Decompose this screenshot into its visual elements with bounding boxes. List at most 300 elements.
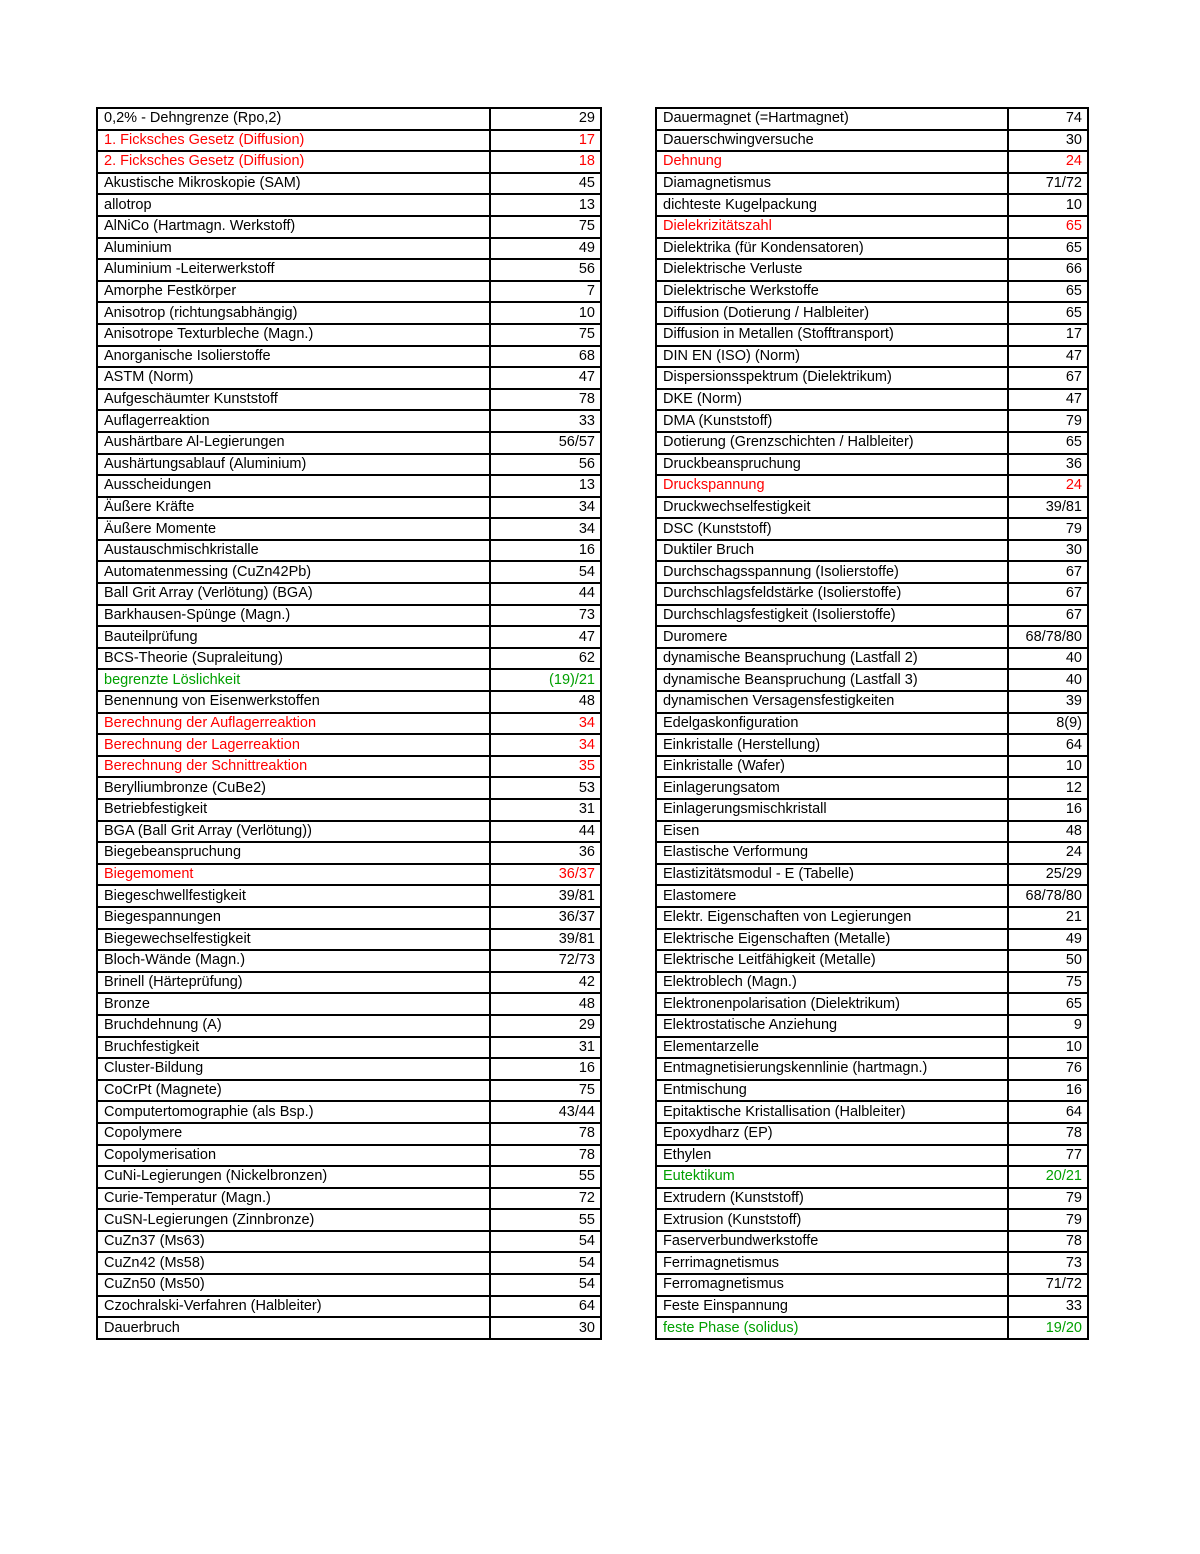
index-page-number: 54 <box>490 561 601 583</box>
index-page-number: 47 <box>490 626 601 648</box>
index-term: Biegemoment <box>97 864 490 886</box>
index-row <box>656 1188 1088 1210</box>
index-row <box>656 346 1088 368</box>
index-row <box>97 281 601 303</box>
index-page-number: 36 <box>1008 454 1088 476</box>
index-page-number: 36/37 <box>490 864 601 886</box>
index-term: Czochralski-Verfahren (Halbleiter) <box>97 1296 490 1318</box>
index-page-number: 25/29 <box>1008 864 1088 886</box>
index-row <box>97 972 601 994</box>
index-row <box>97 691 601 713</box>
index-term: Dielektrische Verluste <box>656 259 1008 281</box>
index-term: Aluminium -Leiterwerkstoff <box>97 259 490 281</box>
index-term: DMA (Kunststoff) <box>656 410 1008 432</box>
index-term: Einkristalle (Herstellung) <box>656 734 1008 756</box>
index-term: Ausscheidungen <box>97 475 490 497</box>
index-term: Duktiler Bruch <box>656 540 1008 562</box>
index-page-number: 17 <box>490 130 601 152</box>
index-page-number: 67 <box>1008 605 1088 627</box>
index-term: Ferromagnetismus <box>656 1274 1008 1296</box>
index-page-number: 13 <box>490 194 601 216</box>
index-term: Curie-Temperatur (Magn.) <box>97 1188 490 1210</box>
index-term: Berechnung der Schnittreaktion <box>97 756 490 778</box>
index-term: CoCrPt (Magnete) <box>97 1080 490 1102</box>
index-term: Bruchfestigkeit <box>97 1037 490 1059</box>
index-row <box>656 1252 1088 1274</box>
index-row <box>656 691 1088 713</box>
index-row <box>97 302 601 324</box>
index-term: CuZn37 (Ms63) <box>97 1231 490 1253</box>
index-page-number: 75 <box>490 216 601 238</box>
index-term: Biegeschwellfestigkeit <box>97 885 490 907</box>
index-term: dichteste Kugelpackung <box>656 194 1008 216</box>
index-row <box>97 799 601 821</box>
index-page-number: 44 <box>490 821 601 843</box>
index-page-number: 71/72 <box>1008 173 1088 195</box>
index-term: Dotierung (Grenzschichten / Halbleiter) <box>656 432 1008 454</box>
index-term: DIN EN (ISO) (Norm) <box>656 346 1008 368</box>
index-page-number: 72/73 <box>490 950 601 972</box>
index-row <box>656 1296 1088 1318</box>
index-page-number: 36/37 <box>490 907 601 929</box>
index-page-number: 56 <box>490 454 601 476</box>
index-page-number: 40 <box>1008 648 1088 670</box>
index-page-number: 24 <box>1008 842 1088 864</box>
index-page-number: 31 <box>490 1037 601 1059</box>
index-term: Bauteilprüfung <box>97 626 490 648</box>
index-page-number: 12 <box>1008 777 1088 799</box>
index-term: Dauermagnet (=Hartmagnet) <box>656 108 1008 130</box>
index-row <box>656 583 1088 605</box>
index-page-number: 24 <box>1008 151 1088 173</box>
index-row <box>97 173 601 195</box>
index-term: Elektronenpolarisation (Dielektrikum) <box>656 993 1008 1015</box>
index-row <box>97 1015 601 1037</box>
index-row <box>97 238 601 260</box>
index-page-number: 9 <box>1008 1015 1088 1037</box>
index-term: Extrudern (Kunststoff) <box>656 1188 1008 1210</box>
index-row <box>656 130 1088 152</box>
index-term: Automatenmessing (CuZn42Pb) <box>97 561 490 583</box>
index-term: Dielektrische Werkstoffe <box>656 281 1008 303</box>
index-term: Copolymerisation <box>97 1145 490 1167</box>
index-page-number: 34 <box>490 734 601 756</box>
index-page-number: 75 <box>1008 972 1088 994</box>
index-row <box>97 475 601 497</box>
index-term: Elektroblech (Magn.) <box>656 972 1008 994</box>
index-row <box>656 475 1088 497</box>
index-page-number: 48 <box>490 691 601 713</box>
index-row <box>656 626 1088 648</box>
index-table-right <box>655 107 1089 1340</box>
index-row <box>656 842 1088 864</box>
index-term: Epoxydharz (EP) <box>656 1123 1008 1145</box>
index-page-number: 29 <box>490 108 601 130</box>
index-row <box>97 1209 601 1231</box>
index-row <box>656 734 1088 756</box>
index-page-number: 39/81 <box>490 929 601 951</box>
index-row <box>97 432 601 454</box>
index-term: 1. Ficksches Gesetz (Diffusion) <box>97 130 490 152</box>
index-row <box>656 864 1088 886</box>
index-page-number: 73 <box>1008 1252 1088 1274</box>
index-row <box>656 605 1088 627</box>
index-page-number: 78 <box>1008 1123 1088 1145</box>
index-page-number: 47 <box>1008 389 1088 411</box>
index-term: begrenzte Löslichkeit <box>97 669 490 691</box>
index-term: Dispersionsspektrum (Dielektrikum) <box>656 367 1008 389</box>
index-term: Eutektikum <box>656 1166 1008 1188</box>
index-term: Biegespannungen <box>97 907 490 929</box>
index-page-number: 33 <box>1008 1296 1088 1318</box>
index-page-number: 50 <box>1008 950 1088 972</box>
index-term: Aufgeschäumter Kunststoff <box>97 389 490 411</box>
index-row <box>97 389 601 411</box>
index-term: Dauerbruch <box>97 1317 490 1339</box>
index-row <box>97 1166 601 1188</box>
index-term: Feste Einspannung <box>656 1296 1008 1318</box>
index-page-number: 30 <box>1008 130 1088 152</box>
index-page-number: 39/81 <box>490 885 601 907</box>
index-page-number: 34 <box>490 518 601 540</box>
index-row <box>97 713 601 735</box>
index-row <box>656 821 1088 843</box>
index-row <box>97 648 601 670</box>
index-term: 0,2% - Dehngrenze (Rpo,2) <box>97 108 490 130</box>
index-row <box>97 259 601 281</box>
index-term: Brinell (Härteprüfung) <box>97 972 490 994</box>
index-term: ASTM (Norm) <box>97 367 490 389</box>
index-term: Auflagerreaktion <box>97 410 490 432</box>
index-term: Durchschagsspannung (Isolierstoffe) <box>656 561 1008 583</box>
index-page-number: 16 <box>1008 1080 1088 1102</box>
index-term: Akustische Mikroskopie (SAM) <box>97 173 490 195</box>
index-page-number: 68/78/80 <box>1008 885 1088 907</box>
index-row <box>656 151 1088 173</box>
index-row <box>97 929 601 951</box>
index-row <box>97 194 601 216</box>
index-row <box>656 669 1088 691</box>
index-page-number: 20/21 <box>1008 1166 1088 1188</box>
index-term: dynamischen Versagensfestigkeiten <box>656 691 1008 713</box>
index-page-number: 76 <box>1008 1058 1088 1080</box>
index-term: BCS-Theorie (Supraleitung) <box>97 648 490 670</box>
index-row <box>656 561 1088 583</box>
index-row <box>656 194 1088 216</box>
index-row <box>656 1209 1088 1231</box>
index-term: Dauerschwingversuche <box>656 130 1008 152</box>
index-page-number: 64 <box>1008 734 1088 756</box>
index-row <box>656 1123 1088 1145</box>
index-row <box>656 799 1088 821</box>
index-row <box>97 885 601 907</box>
index-term: Bronze <box>97 993 490 1015</box>
index-row <box>656 410 1088 432</box>
index-page-number: 56 <box>490 259 601 281</box>
index-table-left-body <box>97 108 601 1339</box>
index-term: Durchschlagsfeldstärke (Isolierstoffe) <box>656 583 1008 605</box>
index-page-number: 21 <box>1008 907 1088 929</box>
index-page-number: 64 <box>490 1296 601 1318</box>
index-page-number: 79 <box>1008 1188 1088 1210</box>
index-term: Austauschmischkristalle <box>97 540 490 562</box>
index-page-number: 54 <box>490 1252 601 1274</box>
index-term: Äußere Momente <box>97 518 490 540</box>
index-row <box>656 756 1088 778</box>
index-page-number: 75 <box>490 1080 601 1102</box>
index-page-number: 74 <box>1008 108 1088 130</box>
index-term: Aluminium <box>97 238 490 260</box>
index-page-number: 40 <box>1008 669 1088 691</box>
index-term: Epitaktische Kristallisation (Halbleiter) <box>656 1101 1008 1123</box>
index-page-number: 79 <box>1008 518 1088 540</box>
index-row <box>656 302 1088 324</box>
index-term: Computertomographie (als Bsp.) <box>97 1101 490 1123</box>
index-term: Amorphe Festkörper <box>97 281 490 303</box>
index-page-number: 43/44 <box>490 1101 601 1123</box>
index-term: Einlagerungsmischkristall <box>656 799 1008 821</box>
index-row <box>97 993 601 1015</box>
index-term: Anisotrope Texturbleche (Magn.) <box>97 324 490 346</box>
index-page-number: 55 <box>490 1209 601 1231</box>
index-term: Berylliumbronze (CuBe2) <box>97 777 490 799</box>
index-page-number: 68/78/80 <box>1008 626 1088 648</box>
index-row <box>656 713 1088 735</box>
index-term: Dielektrika (für Kondensatoren) <box>656 238 1008 260</box>
index-page-number: 35 <box>490 756 601 778</box>
index-page-number: 75 <box>490 324 601 346</box>
index-row <box>656 108 1088 130</box>
index-page-number: 10 <box>1008 756 1088 778</box>
index-row <box>97 540 601 562</box>
index-row <box>97 1274 601 1296</box>
index-page-number: 24 <box>1008 475 1088 497</box>
index-row <box>97 216 601 238</box>
index-row <box>97 583 601 605</box>
index-page-number: 8(9) <box>1008 713 1088 735</box>
index-page-number: 53 <box>490 777 601 799</box>
index-term: Einlagerungsatom <box>656 777 1008 799</box>
index-term: Druckbeanspruchung <box>656 454 1008 476</box>
index-row <box>656 1166 1088 1188</box>
index-row <box>97 518 601 540</box>
index-term: Cluster-Bildung <box>97 1058 490 1080</box>
index-page-number: 77 <box>1008 1145 1088 1167</box>
index-term: Ball Grit Array (Verlötung) (BGA) <box>97 583 490 605</box>
index-row <box>97 842 601 864</box>
index-page-number: 65 <box>1008 238 1088 260</box>
index-row <box>97 950 601 972</box>
index-term: Bruchdehnung (A) <box>97 1015 490 1037</box>
index-row <box>656 993 1088 1015</box>
index-term: Diffusion (Dotierung / Halbleiter) <box>656 302 1008 324</box>
index-row <box>656 497 1088 519</box>
index-row <box>97 605 601 627</box>
index-term: Druckwechselfestigkeit <box>656 497 1008 519</box>
index-page-number: 67 <box>1008 561 1088 583</box>
index-row <box>656 1080 1088 1102</box>
index-term: dynamische Beanspruchung (Lastfall 2) <box>656 648 1008 670</box>
index-page-number: 68 <box>490 346 601 368</box>
index-page-number: 65 <box>1008 993 1088 1015</box>
index-term: Benennung von Eisenwerkstoffen <box>97 691 490 713</box>
index-row <box>97 130 601 152</box>
index-term: Bloch-Wände (Magn.) <box>97 950 490 972</box>
index-term: Copolymere <box>97 1123 490 1145</box>
index-term: Entmagnetisierungskennlinie (hartmagn.) <box>656 1058 1008 1080</box>
index-page-number: 48 <box>490 993 601 1015</box>
index-page-number: 78 <box>490 389 601 411</box>
index-row <box>656 540 1088 562</box>
index-row <box>97 1145 601 1167</box>
index-page-number: 13 <box>490 475 601 497</box>
index-page-number: 72 <box>490 1188 601 1210</box>
index-page-number: 47 <box>1008 346 1088 368</box>
index-page-number: 39/81 <box>1008 497 1088 519</box>
index-row <box>97 324 601 346</box>
index-page-number: 16 <box>490 1058 601 1080</box>
index-page-number: 62 <box>490 648 601 670</box>
index-term: DSC (Kunststoff) <box>656 518 1008 540</box>
index-page-number: 36 <box>490 842 601 864</box>
index-term: Durchschlagsfestigkeit (Isolierstoffe) <box>656 605 1008 627</box>
index-term: Berechnung der Lagerreaktion <box>97 734 490 756</box>
index-page-number: 29 <box>490 1015 601 1037</box>
index-row <box>656 454 1088 476</box>
index-row <box>656 972 1088 994</box>
index-term: Ferrimagnetismus <box>656 1252 1008 1274</box>
index-page-number: 54 <box>490 1274 601 1296</box>
index-row <box>656 648 1088 670</box>
index-page-number: 65 <box>1008 281 1088 303</box>
index-row <box>656 1274 1088 1296</box>
index-row <box>656 950 1088 972</box>
index-term: Extrusion (Kunststoff) <box>656 1209 1008 1231</box>
index-page-number: 56/57 <box>490 432 601 454</box>
index-row <box>656 1101 1088 1123</box>
index-page-number: 19/20 <box>1008 1317 1088 1339</box>
index-page-number: 18 <box>490 151 601 173</box>
index-term: Betriebfestigkeit <box>97 799 490 821</box>
index-page-number: (19)/21 <box>490 669 601 691</box>
index-term: Elastomere <box>656 885 1008 907</box>
index-row <box>97 410 601 432</box>
index-term: Anorganische Isolierstoffe <box>97 346 490 368</box>
index-page-number: 17 <box>1008 324 1088 346</box>
index-row <box>97 1080 601 1102</box>
index-row <box>656 432 1088 454</box>
index-term: AlNiCo (Hartmagn. Werkstoff) <box>97 216 490 238</box>
index-row <box>656 929 1088 951</box>
index-row <box>97 1296 601 1318</box>
index-page-number: 73 <box>490 605 601 627</box>
index-page-number: 45 <box>490 173 601 195</box>
index-term: Biegewechselfestigkeit <box>97 929 490 951</box>
index-page-number: 10 <box>1008 194 1088 216</box>
index-page-number: 42 <box>490 972 601 994</box>
index-row <box>656 907 1088 929</box>
index-row <box>97 561 601 583</box>
index-page-number: 65 <box>1008 302 1088 324</box>
index-page-number: 7 <box>490 281 601 303</box>
index-row <box>97 734 601 756</box>
index-row <box>97 777 601 799</box>
index-row <box>97 497 601 519</box>
index-term: Dehnung <box>656 151 1008 173</box>
index-page-number: 55 <box>490 1166 601 1188</box>
index-row <box>656 173 1088 195</box>
index-term: CuNi-Legierungen (Nickelbronzen) <box>97 1166 490 1188</box>
index-term: Diffusion in Metallen (Stofftransport) <box>656 324 1008 346</box>
index-row <box>656 367 1088 389</box>
index-page-number: 49 <box>1008 929 1088 951</box>
index-row <box>656 777 1088 799</box>
index-row <box>656 1231 1088 1253</box>
index-term: Äußere Kräfte <box>97 497 490 519</box>
index-page-number: 54 <box>490 1231 601 1253</box>
index-term: Edelgaskonfiguration <box>656 713 1008 735</box>
index-term: CuZn50 (Ms50) <box>97 1274 490 1296</box>
index-term: Ethylen <box>656 1145 1008 1167</box>
index-page-number: 33 <box>490 410 601 432</box>
index-row <box>656 518 1088 540</box>
index-row <box>97 907 601 929</box>
index-row <box>97 756 601 778</box>
index-page-number: 10 <box>1008 1037 1088 1059</box>
index-page-number: 10 <box>490 302 601 324</box>
index-term: Elektrische Leitfähigkeit (Metalle) <box>656 950 1008 972</box>
index-term: Diamagnetismus <box>656 173 1008 195</box>
index-page-number: 44 <box>490 583 601 605</box>
index-term: Biegebeanspruchung <box>97 842 490 864</box>
index-term: Entmischung <box>656 1080 1008 1102</box>
index-term: 2. Ficksches Gesetz (Diffusion) <box>97 151 490 173</box>
index-term: Elektr. Eigenschaften von Legierungen <box>656 907 1008 929</box>
index-page-number: 67 <box>1008 583 1088 605</box>
index-term: Aushärtbare Al-Legierungen <box>97 432 490 454</box>
index-term: Elektrostatische Anziehung <box>656 1015 1008 1037</box>
index-row <box>97 1252 601 1274</box>
index-term: Einkristalle (Wafer) <box>656 756 1008 778</box>
index-row <box>656 216 1088 238</box>
index-row <box>656 885 1088 907</box>
index-page-number: 65 <box>1008 216 1088 238</box>
index-table-right-body <box>656 108 1088 1339</box>
index-page-number: 39 <box>1008 691 1088 713</box>
index-row <box>656 389 1088 411</box>
index-term: Aushärtungsablauf (Aluminium) <box>97 454 490 476</box>
index-row <box>97 367 601 389</box>
index-term: DKE (Norm) <box>656 389 1008 411</box>
index-row <box>97 1058 601 1080</box>
index-row <box>97 1188 601 1210</box>
index-term: Faserverbundwerkstoffe <box>656 1231 1008 1253</box>
index-page-number: 78 <box>490 1145 601 1167</box>
index-page-number: 16 <box>1008 799 1088 821</box>
index-page-number: 78 <box>1008 1231 1088 1253</box>
index-term: Elastizitätsmodul - E (Tabelle) <box>656 864 1008 886</box>
index-page-number: 34 <box>490 713 601 735</box>
index-term: Elementarzelle <box>656 1037 1008 1059</box>
index-term: Anisotrop (richtungsabhängig) <box>97 302 490 324</box>
index-term: Berechnung der Auflagerreaktion <box>97 713 490 735</box>
index-page-number: 79 <box>1008 410 1088 432</box>
index-page-number: 79 <box>1008 1209 1088 1231</box>
index-page-number: 16 <box>490 540 601 562</box>
index-row <box>656 1037 1088 1059</box>
index-term: Barkhausen-Spünge (Magn.) <box>97 605 490 627</box>
index-row <box>97 454 601 476</box>
